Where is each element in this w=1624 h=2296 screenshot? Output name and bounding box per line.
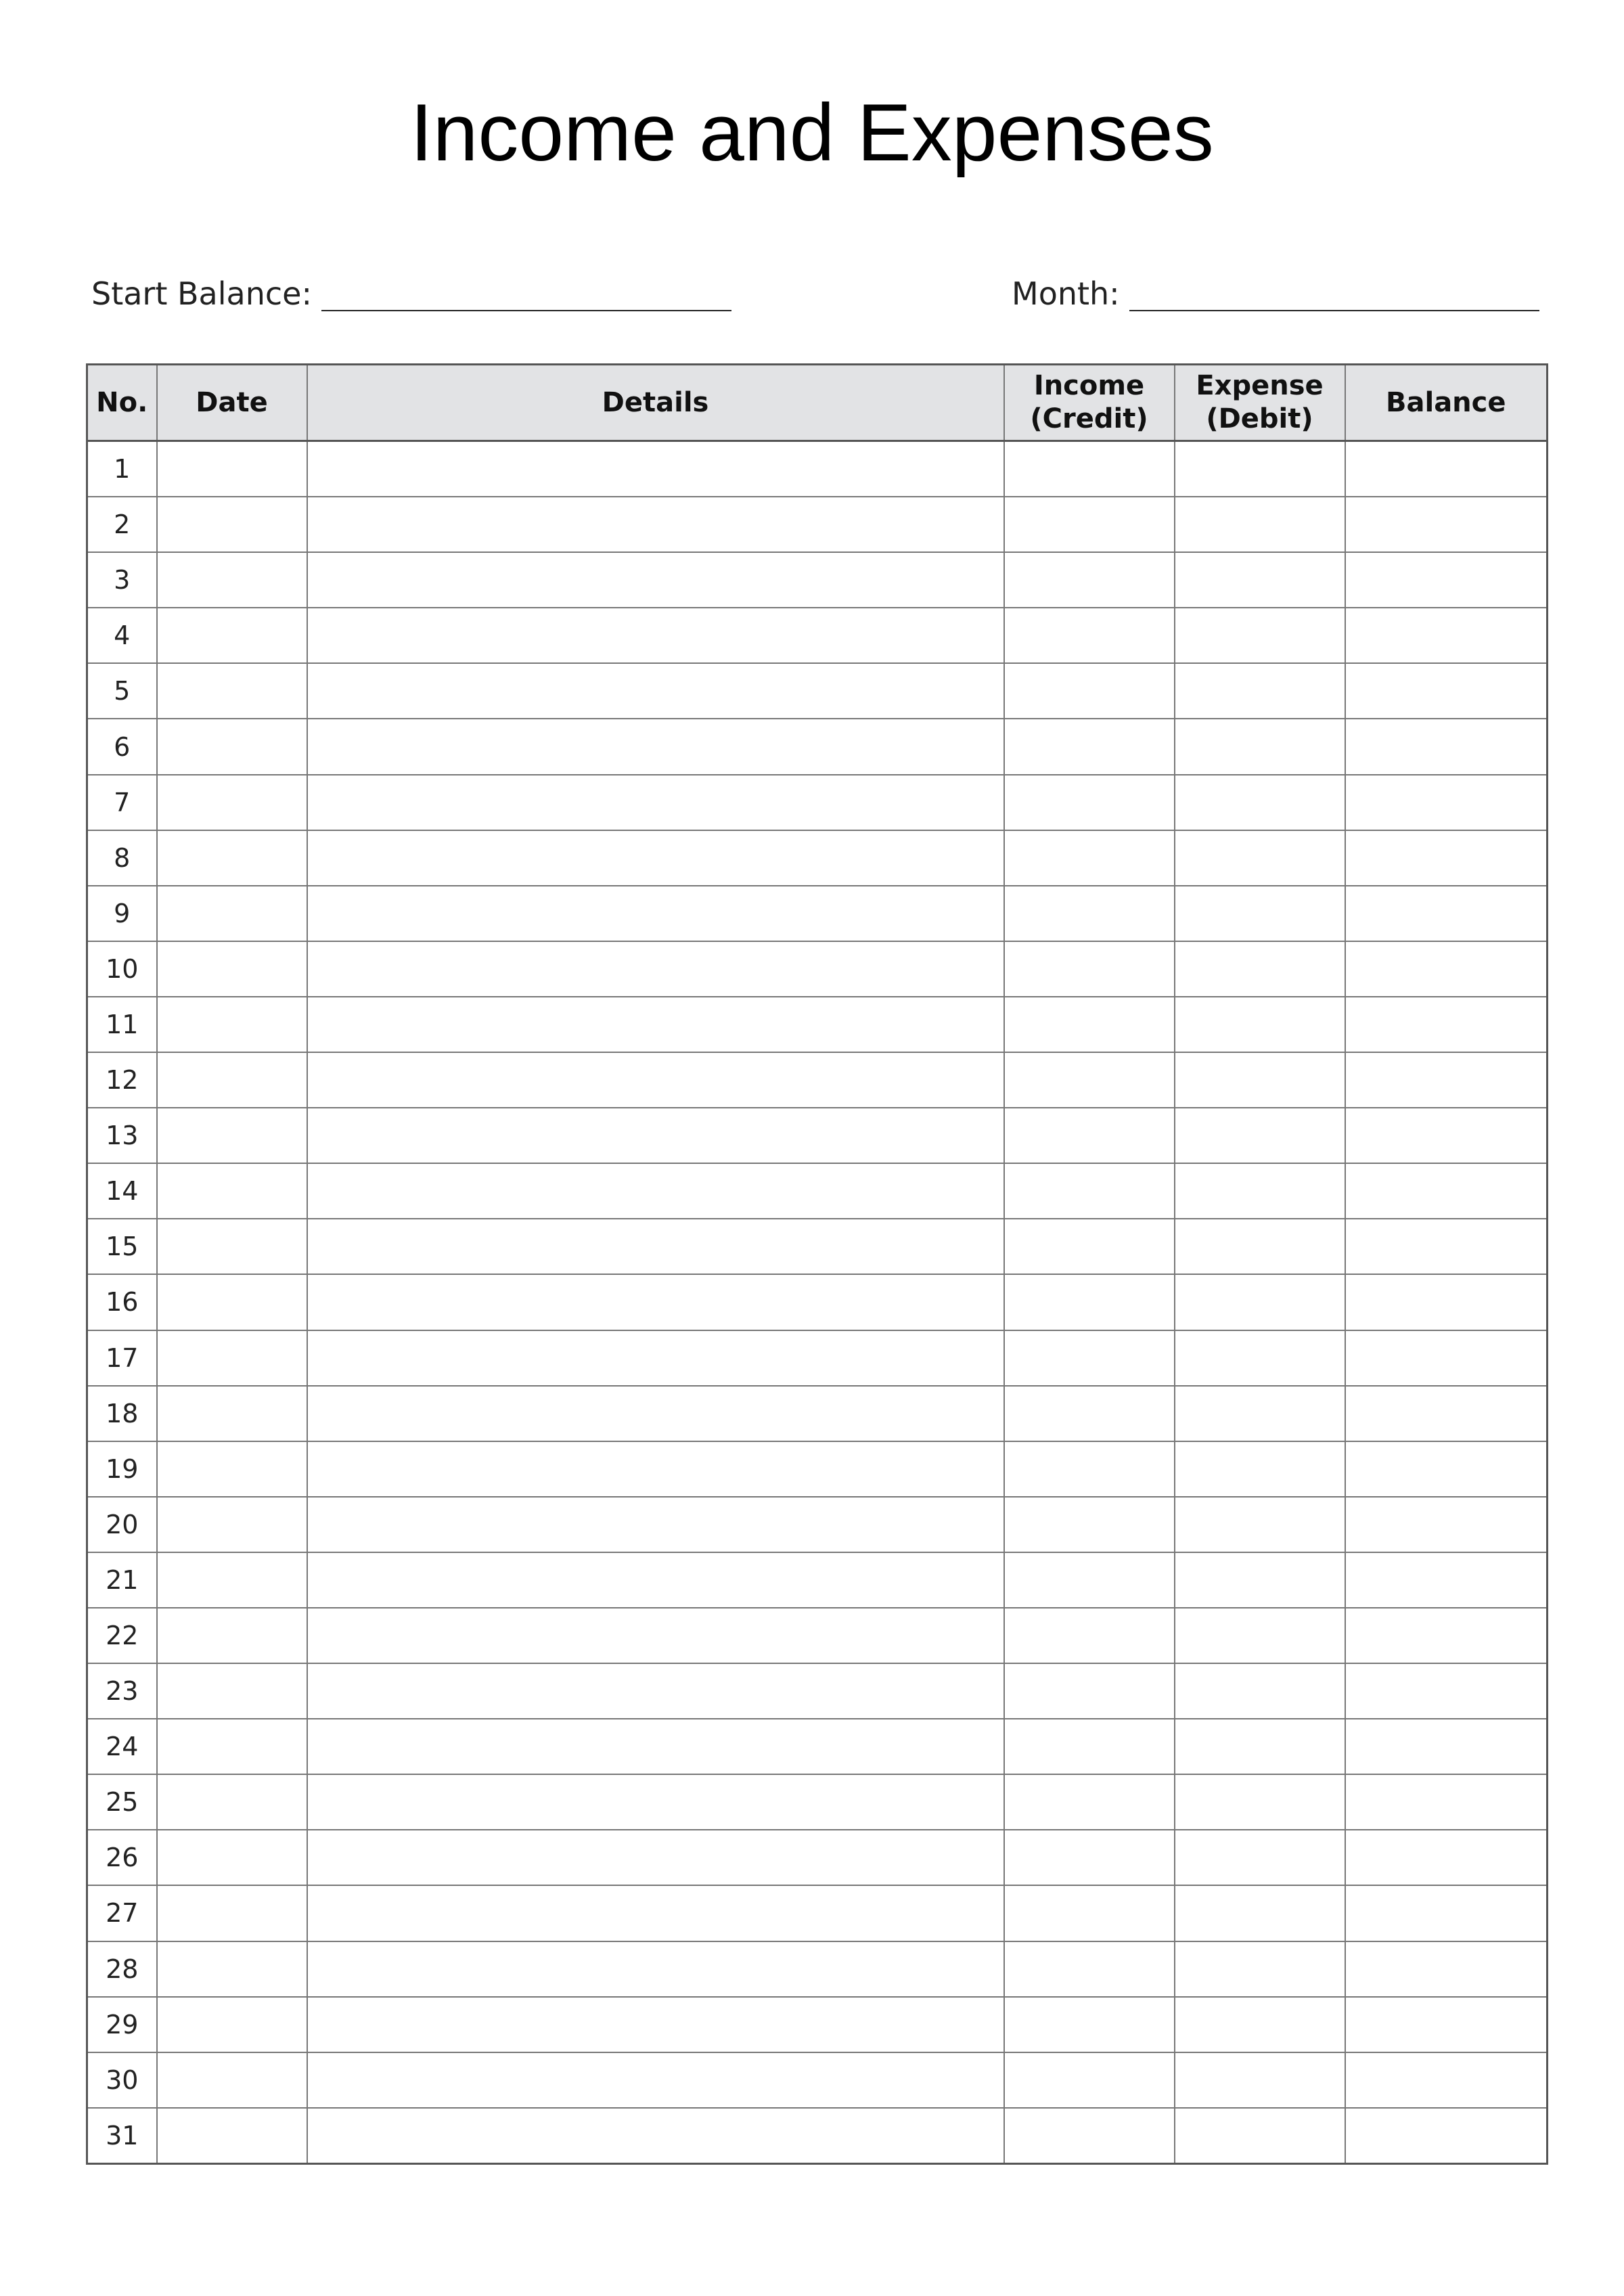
row-number: 10 xyxy=(87,941,157,997)
income-cell[interactable] xyxy=(1004,1719,1175,1774)
details-cell[interactable] xyxy=(307,1052,1004,1108)
income-cell[interactable] xyxy=(1004,1052,1175,1108)
details-cell[interactable] xyxy=(307,1274,1004,1330)
date-cell[interactable] xyxy=(157,886,307,941)
expense-cell[interactable] xyxy=(1175,2108,1345,2164)
details-cell[interactable] xyxy=(307,1830,1004,1885)
balance-cell[interactable] xyxy=(1345,830,1548,886)
date-cell[interactable] xyxy=(157,1941,307,1997)
expense-cell[interactable] xyxy=(1175,1552,1345,1608)
row-number: 19 xyxy=(87,1441,157,1497)
date-cell[interactable] xyxy=(157,1663,307,1719)
table-row xyxy=(87,941,1548,997)
income-cell[interactable] xyxy=(1004,1997,1175,2052)
income-cell[interactable] xyxy=(1004,552,1175,608)
income-header-line2: (Credit) xyxy=(1030,403,1148,434)
income-cell[interactable] xyxy=(1004,608,1175,663)
row-number: 12 xyxy=(87,1052,157,1108)
table-row xyxy=(87,1774,1548,1830)
date-cell[interactable] xyxy=(157,608,307,663)
expense-cell[interactable] xyxy=(1175,886,1345,941)
expense-cell[interactable] xyxy=(1175,1941,1345,1997)
balance-cell[interactable] xyxy=(1345,941,1548,997)
date-cell[interactable] xyxy=(157,497,307,552)
date-cell[interactable] xyxy=(157,1274,307,1330)
balance-cell[interactable] xyxy=(1345,1052,1548,1108)
balance-cell[interactable] xyxy=(1345,1441,1548,1497)
income-cell[interactable] xyxy=(1004,1552,1175,1608)
expense-cell[interactable] xyxy=(1175,1719,1345,1774)
column-header-income xyxy=(1004,365,1175,441)
income-cell[interactable] xyxy=(1004,775,1175,830)
expense-cell[interactable] xyxy=(1175,1052,1345,1108)
details-cell[interactable] xyxy=(307,2108,1004,2164)
row-number: 17 xyxy=(87,1330,157,1386)
table-row xyxy=(87,1330,1548,1386)
expense-cell[interactable] xyxy=(1175,1330,1345,1386)
income-cell[interactable] xyxy=(1004,1497,1175,1552)
row-number: 1 xyxy=(87,441,157,497)
balance-cell[interactable] xyxy=(1345,1219,1548,1274)
details-cell[interactable] xyxy=(307,1552,1004,1608)
expense-cell[interactable] xyxy=(1175,1608,1345,1663)
date-cell[interactable] xyxy=(157,1108,307,1163)
row-number: 3 xyxy=(87,552,157,608)
column-header-date: Date xyxy=(157,365,307,441)
row-number: 7 xyxy=(87,775,157,830)
income-cell[interactable] xyxy=(1004,2108,1175,2164)
expense-cell[interactable] xyxy=(1175,2052,1345,2108)
date-cell[interactable] xyxy=(157,2052,307,2108)
row-number: 25 xyxy=(87,1774,157,1830)
start-balance-input-line[interactable] xyxy=(321,272,731,311)
expense-cell[interactable] xyxy=(1175,608,1345,663)
expense-cell[interactable] xyxy=(1175,775,1345,830)
row-number: 31 xyxy=(87,2108,157,2164)
balance-cell[interactable] xyxy=(1345,1386,1548,1441)
table-header-row xyxy=(87,365,1548,441)
income-cell[interactable] xyxy=(1004,941,1175,997)
date-cell[interactable] xyxy=(157,830,307,886)
date-cell[interactable] xyxy=(157,1552,307,1608)
expense-cell[interactable] xyxy=(1175,1108,1345,1163)
date-cell[interactable] xyxy=(157,663,307,719)
details-cell[interactable] xyxy=(307,1774,1004,1830)
table-row xyxy=(87,1552,1548,1608)
expense-cell[interactable] xyxy=(1175,1830,1345,1885)
row-number: 9 xyxy=(87,886,157,941)
table-row xyxy=(87,830,1548,886)
expense-cell[interactable] xyxy=(1175,441,1345,497)
details-cell[interactable] xyxy=(307,1608,1004,1663)
column-header-expense xyxy=(1175,365,1345,441)
details-cell[interactable] xyxy=(307,1163,1004,1219)
month-field xyxy=(1012,265,1539,314)
date-cell[interactable] xyxy=(157,997,307,1052)
expense-cell[interactable] xyxy=(1175,497,1345,552)
row-number: 6 xyxy=(87,719,157,774)
expense-cell[interactable] xyxy=(1175,1274,1345,1330)
column-header-balance: Balance xyxy=(1345,365,1548,441)
row-number: 28 xyxy=(87,1941,157,1997)
details-cell[interactable] xyxy=(307,830,1004,886)
page-title: Income and Expenses xyxy=(410,87,1214,178)
balance-cell[interactable] xyxy=(1345,719,1548,774)
row-number: 8 xyxy=(87,830,157,886)
date-cell[interactable] xyxy=(157,1386,307,1441)
details-cell[interactable] xyxy=(307,2052,1004,2108)
table-row xyxy=(87,663,1548,719)
balance-cell[interactable] xyxy=(1345,608,1548,663)
details-cell[interactable] xyxy=(307,1330,1004,1386)
expense-cell[interactable] xyxy=(1175,1997,1345,2052)
details-cell[interactable] xyxy=(307,663,1004,719)
row-number: 21 xyxy=(87,1552,157,1608)
table-row xyxy=(87,1108,1548,1163)
row-number: 5 xyxy=(87,663,157,719)
table-row xyxy=(87,497,1548,552)
table-row xyxy=(87,608,1548,663)
expense-cell[interactable] xyxy=(1175,1497,1345,1552)
date-cell[interactable] xyxy=(157,1997,307,2052)
date-cell[interactable] xyxy=(157,1830,307,1885)
details-cell[interactable] xyxy=(307,1941,1004,1997)
row-number: 18 xyxy=(87,1386,157,1441)
expense-cell[interactable] xyxy=(1175,1386,1345,1441)
expense-header-line2: (Debit) xyxy=(1206,403,1313,434)
row-number: 14 xyxy=(87,1163,157,1219)
row-number: 27 xyxy=(87,1885,157,1941)
expense-cell[interactable] xyxy=(1175,1885,1345,1941)
balance-cell[interactable] xyxy=(1345,1274,1548,1330)
table-row xyxy=(87,1497,1548,1552)
row-number: 30 xyxy=(87,2052,157,2108)
row-number: 16 xyxy=(87,1274,157,1330)
ledger-body xyxy=(87,441,1548,2164)
date-cell[interactable] xyxy=(157,441,307,497)
income-cell[interactable] xyxy=(1004,719,1175,774)
expense-cell[interactable] xyxy=(1175,663,1345,719)
details-cell[interactable] xyxy=(307,941,1004,997)
date-cell[interactable] xyxy=(157,1441,307,1497)
details-cell[interactable] xyxy=(307,775,1004,830)
date-cell[interactable] xyxy=(157,1885,307,1941)
income-cell[interactable] xyxy=(1004,663,1175,719)
expense-header-line1: Expense xyxy=(1196,370,1324,401)
balance-cell[interactable] xyxy=(1345,552,1548,608)
expense-cell[interactable] xyxy=(1175,997,1345,1052)
table-row xyxy=(87,1663,1548,1719)
table-row xyxy=(87,552,1548,608)
balance-cell[interactable] xyxy=(1345,663,1548,719)
expense-cell[interactable] xyxy=(1175,1219,1345,1274)
table-row xyxy=(87,1997,1548,2052)
table-row xyxy=(87,775,1548,830)
details-cell[interactable] xyxy=(307,497,1004,552)
start-balance-field xyxy=(91,265,731,314)
row-number: 24 xyxy=(87,1719,157,1774)
details-cell[interactable] xyxy=(307,719,1004,774)
row-number: 11 xyxy=(87,997,157,1052)
details-cell[interactable] xyxy=(307,1441,1004,1497)
ledger-table xyxy=(86,363,1548,2165)
month-label: Month: xyxy=(1012,275,1120,312)
expense-cell[interactable] xyxy=(1175,830,1345,886)
table-row xyxy=(87,1274,1548,1330)
table-row xyxy=(87,2052,1548,2108)
details-cell[interactable] xyxy=(307,997,1004,1052)
expense-cell[interactable] xyxy=(1175,1774,1345,1830)
expense-cell[interactable] xyxy=(1175,1163,1345,1219)
table-row xyxy=(87,1830,1548,1885)
date-cell[interactable] xyxy=(157,1330,307,1386)
balance-cell[interactable] xyxy=(1345,775,1548,830)
balance-cell[interactable] xyxy=(1345,1663,1548,1719)
details-cell[interactable] xyxy=(307,1719,1004,1774)
balance-cell[interactable] xyxy=(1345,1941,1548,1997)
start-balance-label: Start Balance: xyxy=(91,275,312,312)
expense-cell[interactable] xyxy=(1175,719,1345,774)
row-number: 15 xyxy=(87,1219,157,1274)
income-cell[interactable] xyxy=(1004,1330,1175,1386)
income-cell[interactable] xyxy=(1004,1219,1175,1274)
income-header-line1: Income xyxy=(1033,370,1145,401)
balance-cell[interactable] xyxy=(1345,1608,1548,1663)
income-cell[interactable] xyxy=(1004,1774,1175,1830)
details-cell[interactable] xyxy=(307,1885,1004,1941)
table-row xyxy=(87,1608,1548,1663)
row-number: 20 xyxy=(87,1497,157,1552)
table-row xyxy=(87,441,1548,497)
balance-cell[interactable] xyxy=(1345,886,1548,941)
balance-cell[interactable] xyxy=(1345,1719,1548,1774)
expense-cell[interactable] xyxy=(1175,1441,1345,1497)
table-row xyxy=(87,1719,1548,1774)
details-cell[interactable] xyxy=(307,1386,1004,1441)
table-row xyxy=(87,1885,1548,1941)
income-cell[interactable] xyxy=(1004,886,1175,941)
table-row xyxy=(87,1941,1548,1997)
income-cell[interactable] xyxy=(1004,1608,1175,1663)
date-cell[interactable] xyxy=(157,941,307,997)
table-row xyxy=(87,719,1548,774)
month-input-line[interactable] xyxy=(1129,272,1539,311)
income-cell[interactable] xyxy=(1004,497,1175,552)
balance-cell[interactable] xyxy=(1345,1330,1548,1386)
balance-cell[interactable] xyxy=(1345,497,1548,552)
row-number: 26 xyxy=(87,1830,157,1885)
expense-cell[interactable] xyxy=(1175,941,1345,997)
column-header-details: Details xyxy=(307,365,1004,441)
row-number: 2 xyxy=(87,497,157,552)
date-cell[interactable] xyxy=(157,1497,307,1552)
expense-cell[interactable] xyxy=(1175,1663,1345,1719)
balance-cell[interactable] xyxy=(1345,1108,1548,1163)
details-cell[interactable] xyxy=(307,886,1004,941)
table-row xyxy=(87,1163,1548,1219)
income-cell[interactable] xyxy=(1004,1274,1175,1330)
balance-cell[interactable] xyxy=(1345,441,1548,497)
date-cell[interactable] xyxy=(157,719,307,774)
date-cell[interactable] xyxy=(157,1052,307,1108)
income-cell[interactable] xyxy=(1004,1386,1175,1441)
table-row xyxy=(87,997,1548,1052)
balance-cell[interactable] xyxy=(1345,1552,1548,1608)
date-cell[interactable] xyxy=(157,1719,307,1774)
table-row xyxy=(87,1219,1548,1274)
balance-cell[interactable] xyxy=(1345,1830,1548,1885)
income-cell[interactable] xyxy=(1004,1663,1175,1719)
details-cell[interactable] xyxy=(307,441,1004,497)
date-cell[interactable] xyxy=(157,2108,307,2164)
date-cell[interactable] xyxy=(157,552,307,608)
table-row xyxy=(87,1052,1548,1108)
income-cell[interactable] xyxy=(1004,1441,1175,1497)
date-cell[interactable] xyxy=(157,1774,307,1830)
details-cell[interactable] xyxy=(307,1219,1004,1274)
expense-cell[interactable] xyxy=(1175,552,1345,608)
date-cell[interactable] xyxy=(157,775,307,830)
row-number: 29 xyxy=(87,1997,157,2052)
income-cell[interactable] xyxy=(1004,997,1175,1052)
date-cell[interactable] xyxy=(157,1163,307,1219)
income-cell[interactable] xyxy=(1004,2052,1175,2108)
income-cell[interactable] xyxy=(1004,441,1175,497)
column-header-no: No. xyxy=(87,365,157,441)
balance-cell[interactable] xyxy=(1345,997,1548,1052)
income-cell[interactable] xyxy=(1004,1163,1175,1219)
date-cell[interactable] xyxy=(157,1219,307,1274)
income-cell[interactable] xyxy=(1004,1941,1175,1997)
income-cell[interactable] xyxy=(1004,830,1175,886)
details-cell[interactable] xyxy=(307,1497,1004,1552)
income-cell[interactable] xyxy=(1004,1830,1175,1885)
income-cell[interactable] xyxy=(1004,1885,1175,1941)
balance-cell[interactable] xyxy=(1345,1997,1548,2052)
balance-cell[interactable] xyxy=(1345,1885,1548,1941)
date-cell[interactable] xyxy=(157,1608,307,1663)
details-cell[interactable] xyxy=(307,608,1004,663)
balance-cell[interactable] xyxy=(1345,1774,1548,1830)
table-row xyxy=(87,1441,1548,1497)
balance-cell[interactable] xyxy=(1345,1163,1548,1219)
table-row xyxy=(87,1386,1548,1441)
table-row xyxy=(87,886,1548,941)
table-row xyxy=(87,2108,1548,2164)
details-cell[interactable] xyxy=(307,1108,1004,1163)
row-number: 22 xyxy=(87,1608,157,1663)
row-number: 4 xyxy=(87,608,157,663)
balance-cell[interactable] xyxy=(1345,1497,1548,1552)
row-number: 13 xyxy=(87,1108,157,1163)
income-cell[interactable] xyxy=(1004,1108,1175,1163)
row-number: 23 xyxy=(87,1663,157,1719)
details-cell[interactable] xyxy=(307,552,1004,608)
balance-cell[interactable] xyxy=(1345,2108,1548,2164)
balance-cell[interactable] xyxy=(1345,2052,1548,2108)
details-cell[interactable] xyxy=(307,1997,1004,2052)
details-cell[interactable] xyxy=(307,1663,1004,1719)
